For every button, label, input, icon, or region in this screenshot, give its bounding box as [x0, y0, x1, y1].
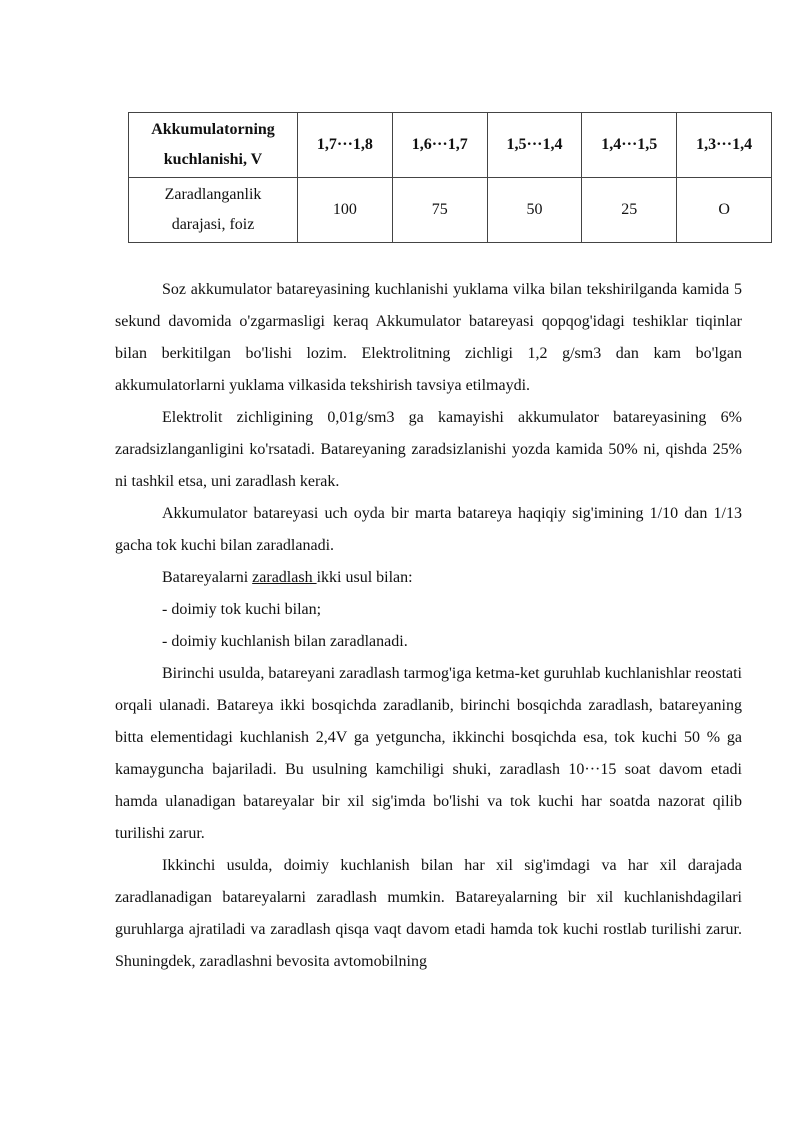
table-header-row [129, 113, 772, 178]
header-label-cell [129, 113, 298, 178]
paragraph-4-start: Batareyalarni [162, 569, 253, 586]
paragraph-3: Akkumulator batareyasi uch oyda bir marta batareya haqiqiy sig'imining 1/10 dan 1/13 gacha tok kuchi bilan zaradlanadi. [115, 505, 742, 554]
list-item: - doimiy kuchlanish bilan zaradlanadi. [162, 633, 408, 650]
row-value-cell: 75 [392, 178, 487, 243]
header-value-cell: 1,3···1,4 [677, 113, 772, 178]
row-label-cell [129, 178, 298, 243]
paragraph-5: Birinchi usulda, batareyani zaradlash tarmog'iga ketma-ket guruhlab kuchlanishlar reostati orqali ulanadi. Batareya ikki bosqichda zaradlanib, birinchi bosqichda zaradlash, batareyaning bitta elementidagi kuchlanish 2,4V ga yetguncha, ikkinchi bosqichda esa, tok kuchi 50 % ga kamayguncha bajariladi. Bu usulning kamchiligi shuki, zaradlash 10···15 soat davom etadi hamda ulanadigan batareyalar bir xil sig'imda bo'lishi va tok kuchi har soatda nazorat qilib turilishi zarur. [115, 665, 742, 842]
row-value-cell: 50 [487, 178, 582, 243]
header-value-cell: 1,6···1,7 [392, 113, 487, 178]
paragraph-4-end: ikki usul bilan: [316, 569, 413, 586]
row-value-cell: 25 [582, 178, 677, 243]
row-label-line-1: Zaradlanganlik [164, 186, 262, 203]
paragraph-4 [115, 562, 742, 594]
row-value-cell: 100 [298, 178, 393, 243]
row-value-cell: O [677, 178, 772, 243]
header-value-cell: 1,5···1,4 [487, 113, 582, 178]
header-label-line-2: kuchlanishi, V [163, 151, 263, 168]
header-value-cell: 1,7···1,8 [298, 113, 393, 178]
paragraph-2: Elektrolit zichligining 0,01g/sm3 ga kamayishi akkumulator batareyasining 6% zaradsizlanganligini ko'rsatadi. Batareyaning zaradsizlanishi yozda kamida 50% ni, qishda 25% ni tashkil etsa, uni zaradlash kerak. [115, 409, 742, 490]
header-label-line-1: Akkumulatorning [151, 121, 275, 138]
body-text [115, 274, 742, 978]
list-item: - doimiy tok kuchi bilan; [162, 601, 322, 618]
voltage-charge-table [128, 112, 772, 243]
row-label-line-2: darajasi, foiz [171, 216, 255, 233]
paragraph-6: Ikkinchi usulda, doimiy kuchlanish bilan har xil sig'imdagi va har xil darajada zaradlanadigan batareyalarni zaradlash mumkin. Batareyalarning bir xil kuchlanishdagilari guruhlarga ajratiladi va zaradlash qisqa vaqt davom etadi hamda tok kuchi rostlab turilishi zarur. Shuningdek, zaradlashni bevosita avtomobilning [115, 857, 742, 970]
paragraph-1: Soz akkumulator batareyasining kuchlanishi yuklama vilka bilan tekshirilganda kamida 5 sekund davomida o'zgarmasligi keraq Akkumulator batareyasi qopqog'idagi teshiklar tiqinlar bilan berkitilgan bo'lishi lozim. Elektrolitning zichligi 1,2 g/sm3 dan kam bo'lgan akkumulatorlarni yuklama vilkasida tekshirish tavsiya etilmaydi. [115, 281, 742, 394]
header-value-cell: 1,4···1,5 [582, 113, 677, 178]
zaradlash-link[interactable]: zaradlash [252, 569, 317, 586]
table-row [129, 178, 772, 243]
